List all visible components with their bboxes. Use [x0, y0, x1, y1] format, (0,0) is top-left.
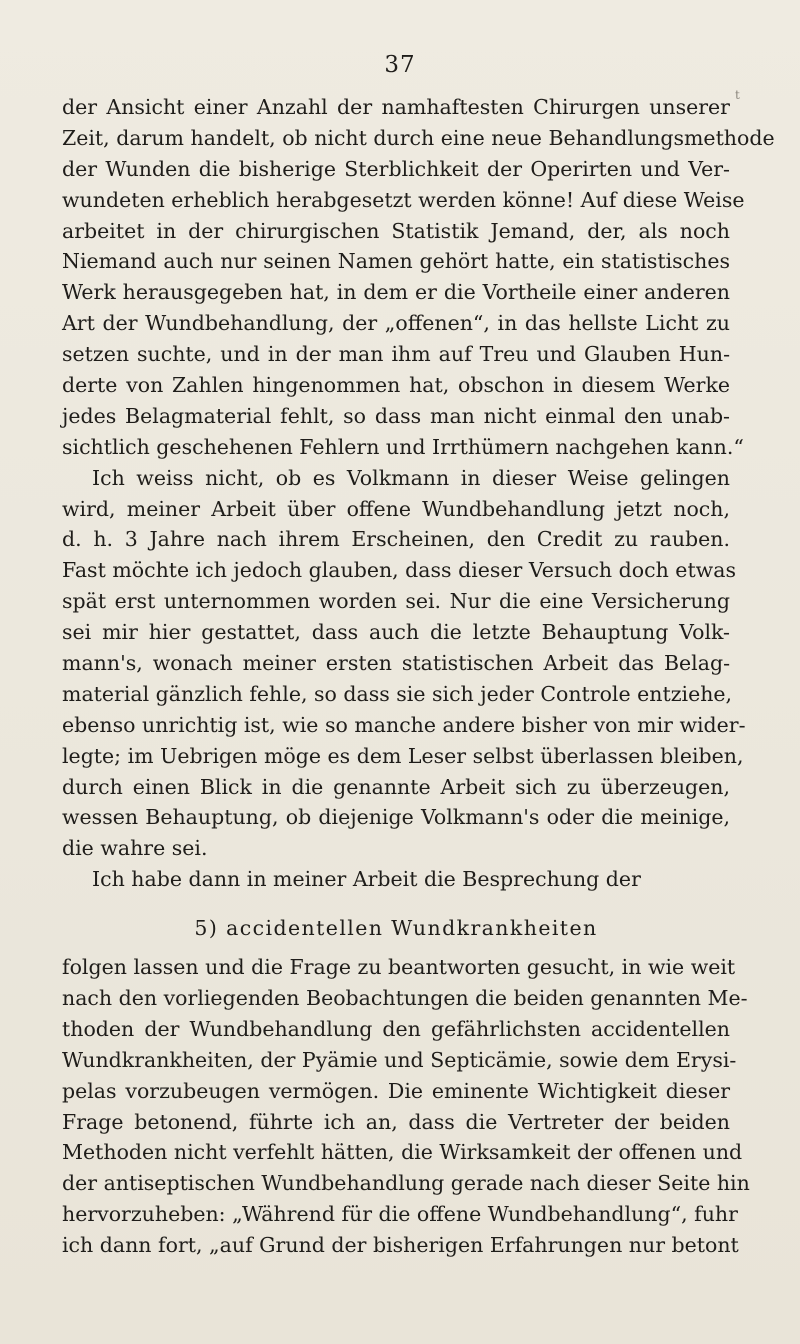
text-line: nach den vorliegenden Beobachtungen die beiden genannten Me- — [62, 985, 748, 1010]
text-line: Frage betonend, führte ich an, dass die Vertreter der beiden — [62, 1109, 730, 1134]
text-line: Art der Wundbehandlung, der „offenen“, in das hellste Licht zu — [62, 311, 730, 336]
text-line: Werk herausgegeben hat, in dem er die Vortheile einer anderen — [62, 280, 730, 305]
text-line: der antiseptischen Wundbehandlung gerade nach dieser Seite hin — [62, 1171, 750, 1196]
text-line: Wundkrankheiten, der Pyämie und Septicämie, sowie dem Erysi- — [62, 1047, 737, 1072]
text-line: die wahre sei. — [62, 836, 208, 861]
text-line: der Wunden die bisherige Sterblichkeit der Operirten und Ver- — [62, 156, 730, 181]
text-line: Ich weiss nicht, ob es Volkmann in dieser Weise gelingen — [92, 465, 730, 490]
text-line: der Ansicht einer Anzahl der namhaftesten Chirurgen unserer — [62, 95, 730, 119]
margin-mark: t — [735, 88, 740, 102]
text-line: folgen lassen und die Frage zu beantworten gesucht, in wie weit — [62, 955, 736, 980]
text-line: Niemand auch nur seinen Namen gehört hatte, ein statistisches — [62, 249, 730, 274]
text-line: hervorzuheben: „Während für die offene Wundbehandlung“, fuhr — [62, 1202, 738, 1227]
text-line: Zeit, darum handelt, ob nicht durch eine neue Behandlungsmethode — [62, 125, 775, 150]
text-line: wird, meiner Arbeit über offene Wundbehandlung jetzt noch, — [62, 496, 730, 521]
text-line: Ich habe dann in meiner Arbeit die Besprechung der — [92, 867, 641, 892]
text-line: Methoden nicht verfehlt hätten, die Wirksamkeit der offenen und — [62, 1140, 743, 1165]
text-line: mann's, wonach meiner ersten statistischen Arbeit das Belag- — [62, 651, 730, 676]
text-line: pelas vorzubeugen vermögen. Die eminente Wichtigkeit dieser — [62, 1078, 730, 1103]
text-line: spät erst unternommen worden sei. Nur die eine Versicherung — [62, 589, 730, 614]
text-line: d. h. 3 Jahre nach ihrem Erscheinen, den Credit zu rauben. — [62, 527, 730, 552]
text-line: setzen suchte, und in der man ihm auf Treu und Glauben Hun- — [62, 342, 730, 367]
text-line: ebenso unrichtig ist, wie so manche andere bisher von mir wider- — [62, 712, 746, 737]
body-text — [62, 92, 775, 1261]
text-line: wundeten erheblich herabgesetzt werden könne! Auf diese Weise — [62, 187, 745, 212]
text-line: ich dann fort, „auf Grund der bisherigen Erfahrungen nur betont — [62, 1233, 739, 1258]
text-line: wessen Behauptung, ob diejenige Volkmann's oder die meinige, — [62, 805, 730, 830]
text-line: sei mir hier gestattet, dass auch die letzte Behauptung Volk- — [62, 620, 730, 645]
section-heading: 5) accidentellen Wundkrankheiten — [194, 916, 598, 941]
text-line: Fast möchte ich jedoch glauben, dass dieser Versuch doch etwas — [62, 558, 736, 583]
page-number: 37 — [384, 52, 416, 78]
text-line: jedes Belagmaterial fehlt, so dass man nicht einmal den unab- — [62, 403, 730, 428]
text-line: thoden der Wundbehandlung den gefährlichsten accidentellen — [62, 1016, 730, 1041]
text-line: sichtlich geschehenen Fehlern und Irrthümern nachgehen kann.“ — [62, 434, 744, 459]
text-line: derte von Zahlen hingenommen hat, obschon in diesem Werke — [62, 373, 730, 398]
text-line: arbeitet in der chirurgischen Statistik Jemand, der, als noch — [62, 218, 730, 243]
text-line: legte; im Uebrigen möge es dem Leser selbst überlassen bleiben, — [62, 743, 744, 768]
text-line: material gänzlich fehle, so dass sie sich jeder Controle entziehe, — [62, 681, 733, 706]
text-line: durch einen Blick in die genannte Arbeit sich zu überzeugen, — [62, 774, 730, 799]
